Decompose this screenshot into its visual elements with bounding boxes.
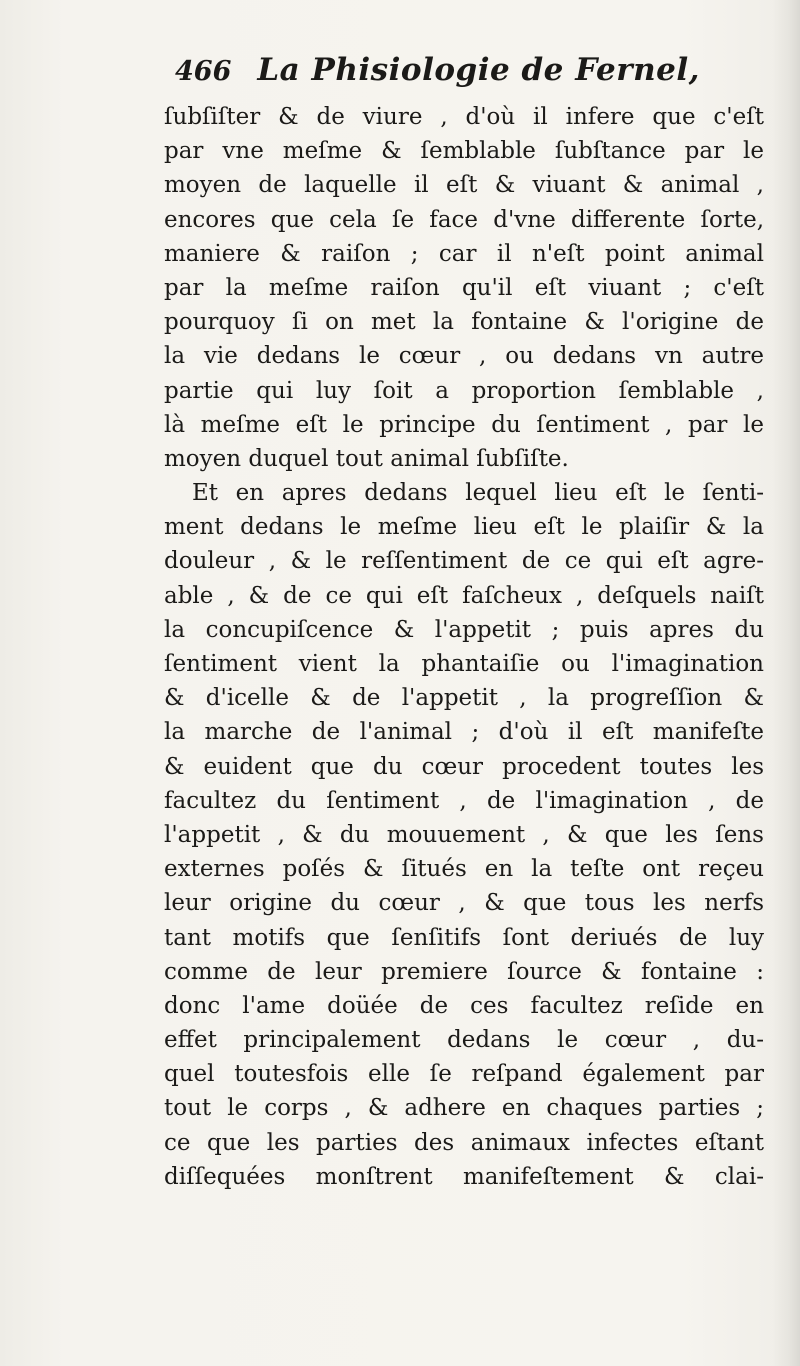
text-line: comme de leur premiere ſource & fontaine : xyxy=(164,958,764,985)
text-line: douleur , & le reſſentiment de ce qui eſt agre- xyxy=(164,548,764,575)
text-line: par vne meſme & ſemblable ſubſtance par le xyxy=(164,138,764,165)
text-line: quel toutesfois elle ſe reſpand également par xyxy=(164,1061,764,1088)
text-line: & d'icelle & de l'appetit , la progreſſion & xyxy=(164,685,764,712)
text-line: ſubſiſter & de viure , d'où il infere que c'eſt xyxy=(164,104,764,130)
text-line: effet principalement dedans le cœur , du- xyxy=(164,1027,764,1054)
page-header xyxy=(175,52,700,98)
text-line: là meſme eſt le principe du ſentiment , par le xyxy=(164,411,764,438)
text-line: ment dedans le meſme lieu eſt le plaiſir & la xyxy=(164,514,764,541)
text-line: tout le corps , & adhere en chaques parties ; xyxy=(164,1095,764,1122)
text-line: la concupiſcence & l'appetit ; puis apres du xyxy=(164,616,764,643)
body-text xyxy=(164,100,764,1194)
text-line: l'appetit , & du mouuement , & que les ſens xyxy=(164,821,764,848)
text-line: able , & de ce qui eſt faſcheux , deſquels naiſt xyxy=(164,582,764,609)
text-line: externes poſés & ſitués en la teſte ont reçeu xyxy=(164,856,764,883)
page-edge-shadow xyxy=(772,0,800,1366)
running-title: La Phisiologie de Fernel, xyxy=(257,52,700,88)
text-line: maniere & raiſon ; car il n'eſt point animal xyxy=(164,240,764,267)
text-line: tant motifs que ſenſitifs ſont deriués de luy xyxy=(164,924,764,951)
text-line: moyen de laquelle il eſt & viuant & animal , xyxy=(164,172,764,199)
text-line: ce que les parties des animaux infectes eſtant xyxy=(164,1129,764,1156)
text-line: & euident que du cœur procedent toutes les xyxy=(164,753,764,780)
paragraph-start-line: Et en apres dedans lequel lieu eſt le ſenti- xyxy=(192,480,764,507)
text-line: donc l'ame doüée de ces facultez reſide en xyxy=(164,992,764,1019)
text-line: par la meſme raiſon qu'il eſt viuant ; c'eſt xyxy=(164,274,764,301)
text-line: partie qui luy ſoit a proportion ſemblable , xyxy=(164,377,764,404)
text-line: leur origine du cœur , & que tous les nerfs xyxy=(164,890,764,917)
page-number: 466 xyxy=(175,56,232,87)
text-line: encores que cela ſe face d'vne differente ſorte, xyxy=(164,206,764,233)
text-line: pourquoy ſi on met la fontaine & l'origine de xyxy=(164,309,764,336)
paragraph-end-line: moyen duquel tout animal ſubſiſte. xyxy=(164,445,569,472)
text-line: la vie dedans le cœur , ou dedans vn autre xyxy=(164,343,764,370)
text-line: ſentiment vient la phantaiſie ou l'imagination xyxy=(164,651,764,677)
text-line: facultez du ſentiment , de l'imagination , de xyxy=(164,787,764,814)
text-line: la marche de l'animal ; d'où il eſt manifeſte xyxy=(164,719,764,746)
text-line: diſſequées monſtrent manifeſtement & clai- xyxy=(164,1163,764,1190)
